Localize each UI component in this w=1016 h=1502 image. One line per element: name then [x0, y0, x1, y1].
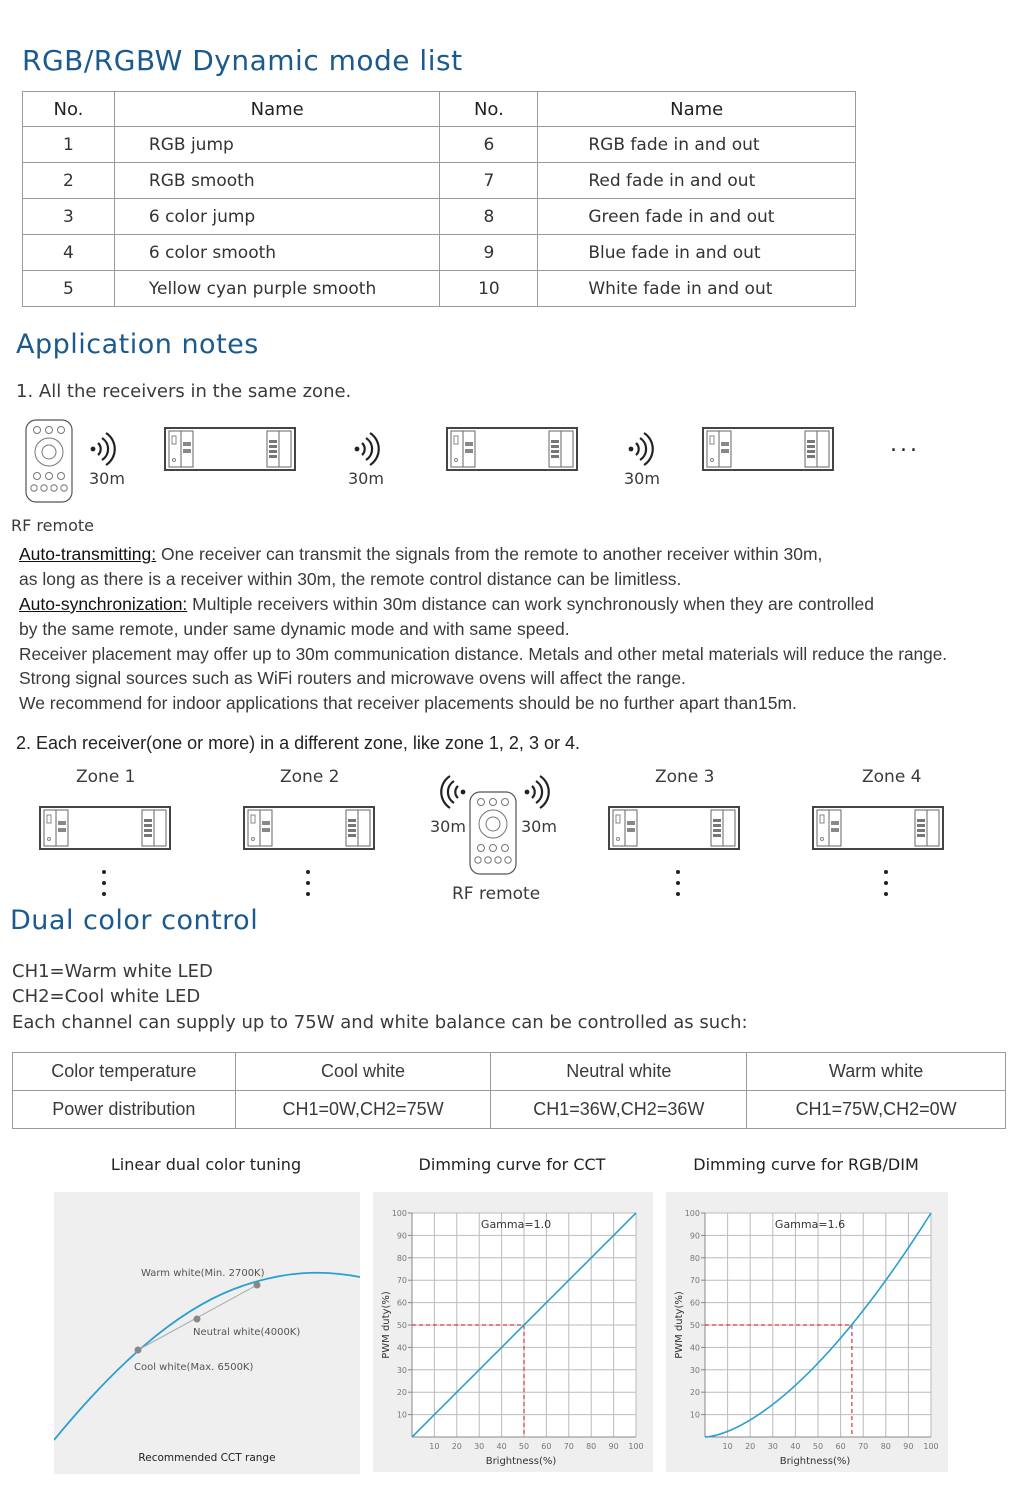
signal-wave-icon	[91, 433, 115, 465]
table-row	[23, 127, 856, 163]
y-tick-label: 10	[396, 1410, 407, 1420]
zone-label: Zone 3	[655, 767, 715, 787]
mode-number: 2	[23, 163, 115, 199]
header-no: No.	[23, 92, 115, 127]
mode-name: 6 color jump	[114, 199, 440, 235]
zone-label: Zone 1	[76, 767, 136, 787]
y-tick-label: 100	[391, 1209, 407, 1218]
zone-label: Zone 2	[280, 767, 340, 787]
y-tick-label: 30	[689, 1365, 700, 1375]
table-cell: Cool white	[235, 1053, 491, 1091]
rf-remote-label: RF remote	[452, 884, 541, 904]
gamma-annotation: Gamma=1.0	[480, 1218, 552, 1231]
x-tick-label: 60	[835, 1442, 846, 1451]
mode-name: RGB smooth	[114, 163, 440, 199]
y-tick-label: 60	[689, 1298, 700, 1308]
receiver-device-icon	[813, 807, 943, 849]
table-cell: Neutral white	[491, 1053, 747, 1091]
warm-white-point	[254, 1282, 261, 1289]
y-tick-label: 80	[396, 1253, 407, 1263]
table-cell: CH1=0W,CH2=75W	[235, 1091, 491, 1129]
auto-transmitting-label: Auto-transmitting:	[19, 544, 157, 564]
receiver-device-icon	[165, 428, 295, 470]
receiver-device-icon	[40, 807, 170, 849]
auto-sync-line	[19, 594, 874, 615]
y-tick-label: 30	[396, 1365, 407, 1375]
chart-title: Linear dual color tuning	[110, 1155, 302, 1174]
note1-heading: 1. All the receivers in the same zone.	[16, 381, 352, 402]
dual-color-title: Dual color control	[10, 905, 259, 936]
header-name: Name	[114, 92, 440, 127]
row-label: Power distribution	[13, 1091, 236, 1129]
table-cell: CH1=75W,CH2=0W	[747, 1091, 1006, 1129]
x-tick-label: 40	[496, 1442, 507, 1451]
note2-heading: 2. Each receiver(one or more) in a different zone, like zone 1, 2, 3 or 4.	[16, 733, 580, 753]
y-tick-label: 50	[689, 1321, 700, 1330]
signal-wave-icon	[629, 433, 653, 465]
auto-sync-text: Multiple receivers within 30m distance can work synchronously when they are controlled	[187, 594, 875, 614]
x-tick-label: 70	[563, 1442, 574, 1451]
x-tick-label: 90	[608, 1442, 619, 1451]
ch2-description: CH2=Cool white LED	[12, 986, 201, 1007]
cool-white-point	[135, 1347, 142, 1354]
y-tick-label: 90	[396, 1231, 407, 1241]
y-tick-label: 10	[689, 1410, 700, 1420]
mode-number: 8	[440, 199, 538, 235]
y-tick-label: 70	[689, 1276, 700, 1286]
x-tick-label: 10	[722, 1442, 733, 1451]
header-name: Name	[538, 92, 856, 127]
rf-remote-icon	[470, 792, 516, 874]
x-tick-label: 10	[429, 1442, 440, 1451]
mode-name: White fade in and out	[538, 271, 856, 307]
same-zone-diagram	[0, 410, 1016, 540]
ch1-description: CH1=Warm white LED	[12, 961, 213, 982]
y-tick-label: 100	[684, 1209, 700, 1218]
table-row	[13, 1091, 1006, 1129]
mode-name: RGB fade in and out	[538, 127, 856, 163]
rf-remote-label: RF remote	[11, 516, 94, 535]
mode-number: 1	[23, 127, 115, 163]
table-row	[23, 235, 856, 271]
mode-number: 5	[23, 271, 115, 307]
table-row	[23, 271, 856, 307]
cool-white-label: Cool white(Max. 6500K)	[134, 1362, 254, 1373]
x-tick-label: 80	[880, 1442, 891, 1451]
y-axis-label: PWM duty(%)	[381, 1291, 392, 1359]
x-tick-label: 20	[451, 1442, 462, 1451]
more-receivers-vertical-dots	[101, 870, 107, 903]
distance-label: 30m	[348, 469, 384, 488]
receiver-device-icon	[244, 807, 374, 849]
distance-label: 30m	[89, 469, 125, 488]
x-tick-label: 100	[923, 1442, 939, 1451]
mode-name: Green fade in and out	[538, 199, 856, 235]
left-distance-label: 30m	[430, 817, 466, 836]
y-tick-label: 20	[689, 1388, 700, 1398]
auto-transmitting-text: One receiver can transmit the signals from the remote to another receiver within 30m,	[156, 544, 823, 564]
row-label: Color temperature	[13, 1053, 236, 1091]
neutral-white-label: Neutral white(4000K)	[193, 1327, 301, 1338]
signal-wave-right-icon	[525, 776, 549, 808]
x-tick-label: 90	[903, 1442, 914, 1451]
x-tick-label: 40	[790, 1442, 801, 1451]
cct-tuning-chart	[54, 1192, 360, 1474]
more-receivers-vertical-dots	[305, 870, 311, 903]
rgb-dimming-chart	[666, 1192, 948, 1472]
x-axis-label: Brightness(%)	[779, 1456, 851, 1467]
chart-title: Dimming curve for CCT	[418, 1155, 606, 1174]
receiver-device-icon	[447, 428, 577, 470]
y-tick-label: 40	[396, 1343, 407, 1353]
mode-number: 4	[23, 235, 115, 271]
placement-line1: Receiver placement may offer up to 30m communication distance. Metals and other metal materials will reduce the range.	[19, 644, 948, 664]
dynamic-mode-table	[22, 91, 856, 307]
y-tick-label: 20	[396, 1388, 407, 1398]
x-tick-label: 30	[767, 1442, 778, 1451]
x-tick-label: 60	[541, 1442, 552, 1451]
x-tick-label: 70	[858, 1442, 869, 1451]
supply-description: Each channel can supply up to 75W and white balance can be controlled as such:	[12, 1012, 748, 1033]
y-tick-label: 80	[689, 1253, 700, 1263]
receiver-device-icon	[703, 428, 833, 470]
more-receivers-vertical-dots	[883, 870, 889, 903]
x-tick-label: 80	[586, 1442, 597, 1451]
application-notes-title: Application notes	[16, 329, 259, 360]
zone-label: Zone 4	[862, 767, 922, 787]
auto-transmitting-line	[19, 544, 822, 565]
mode-number: 9	[440, 235, 538, 271]
table-row	[13, 1053, 1006, 1091]
mode-number: 7	[440, 163, 538, 199]
table-header-row	[23, 92, 856, 127]
table-cell: CH1=36W,CH2=36W	[491, 1091, 747, 1129]
mode-number: 3	[23, 199, 115, 235]
power-distribution-table	[12, 1052, 1006, 1129]
receiver-device-icon	[609, 807, 739, 849]
signal-wave-icon	[355, 433, 379, 465]
x-axis-label: Brightness(%)	[485, 1456, 557, 1467]
chart-title: Dimming curve for RGB/DIM	[693, 1155, 919, 1174]
placement-line3: We recommend for indoor applications that receiver placements should be no further apart than15m.	[19, 693, 797, 713]
y-tick-label: 90	[689, 1231, 700, 1241]
x-tick-label: 100	[628, 1442, 644, 1451]
neutral-white-point	[194, 1316, 201, 1323]
y-tick-label: 50	[396, 1321, 407, 1330]
more-receivers-vertical-dots	[675, 870, 681, 903]
mode-name: 6 color smooth	[114, 235, 440, 271]
cct-dimming-chart	[373, 1192, 653, 1472]
y-axis-label: PWM duty(%)	[674, 1291, 685, 1359]
rf-remote-icon	[26, 420, 72, 502]
gamma-annotation: Gamma=1.6	[774, 1218, 846, 1231]
y-tick-label: 70	[396, 1276, 407, 1286]
right-distance-label: 30m	[521, 817, 557, 836]
mode-name: Blue fade in and out	[538, 235, 856, 271]
table-row	[23, 199, 856, 235]
auto-sync-line2: by the same remote, under same dynamic mode and with same speed.	[19, 619, 570, 639]
mode-name: Yellow cyan purple smooth	[114, 271, 440, 307]
y-tick-label: 40	[689, 1343, 700, 1353]
x-tick-label: 50	[812, 1442, 824, 1451]
x-tick-label: 50	[518, 1442, 530, 1451]
mode-name: Red fade in and out	[538, 163, 856, 199]
warm-white-label: Warm white(Min. 2700K)	[141, 1268, 265, 1279]
x-tick-label: 20	[745, 1442, 756, 1451]
more-receivers-ellipsis: ...	[890, 432, 920, 457]
x-tick-label: 30	[474, 1442, 485, 1451]
mode-number: 6	[440, 127, 538, 163]
header-no: No.	[440, 92, 538, 127]
mode-number: 10	[440, 271, 538, 307]
placement-line2: Strong signal sources such as WiFi routers and microwave ovens will affect the range.	[19, 668, 686, 688]
x-axis-label: Recommended CCT range	[138, 1452, 276, 1464]
distance-label: 30m	[624, 469, 660, 488]
dynamic-mode-title: RGB/RGBW Dynamic mode list	[22, 44, 463, 77]
mode-name: RGB jump	[114, 127, 440, 163]
table-cell: Warm white	[747, 1053, 1006, 1091]
y-tick-label: 60	[396, 1298, 407, 1308]
auto-sync-label: Auto-synchronization:	[19, 594, 188, 614]
auto-transmitting-line2: as long as there is a receiver within 30m, the remote control distance can be limitless.	[19, 569, 682, 589]
table-row	[23, 163, 856, 199]
signal-wave-left-icon	[441, 776, 465, 808]
